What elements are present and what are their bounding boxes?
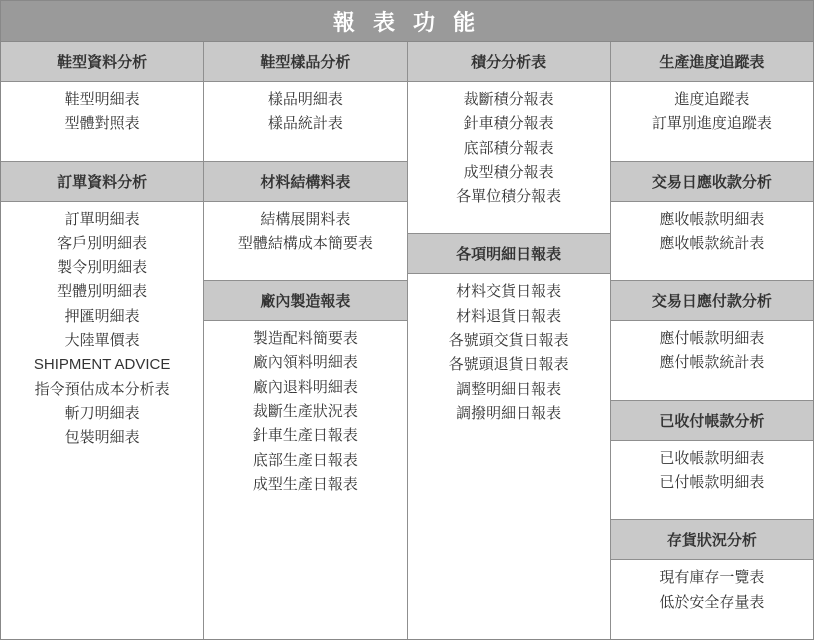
- column-spacer: [611, 621, 813, 639]
- report-link[interactable]: 針車生產日報表: [252, 427, 358, 445]
- report-link[interactable]: 裁斷生產狀況表: [252, 403, 358, 421]
- group-header: 各項明細日報表: [408, 233, 610, 274]
- report-link[interactable]: 鞋型明細表: [64, 91, 140, 108]
- report-link[interactable]: 樣品統計表: [267, 115, 343, 133]
- column-1: [1, 42, 204, 639]
- column-spacer: [1, 457, 203, 639]
- group-items: [204, 202, 406, 263]
- window-title: 報 表 功 能: [1, 1, 813, 42]
- column-4: [611, 42, 813, 639]
- report-group: [408, 233, 610, 432]
- group-items: [611, 560, 813, 621]
- report-link[interactable]: 針車積分報表: [463, 115, 554, 133]
- group-gap: [611, 143, 813, 161]
- report-link[interactable]: 調撥明細日報表: [456, 404, 562, 422]
- report-link[interactable]: 訂單別進度追蹤表: [651, 115, 772, 133]
- report-group: [204, 42, 406, 143]
- report-link[interactable]: 樣品明細表: [267, 91, 343, 108]
- report-link[interactable]: 型體對照表: [64, 115, 140, 133]
- group-header: 鞋型樣品分析: [204, 42, 406, 82]
- group-gap: [611, 262, 813, 280]
- group-items: [408, 274, 610, 432]
- group-header: 存貨狀況分析: [611, 519, 813, 560]
- group-items: [611, 321, 813, 382]
- report-link[interactable]: 各號頭交貨日報表: [448, 332, 569, 350]
- group-gap: [1, 143, 203, 161]
- report-link[interactable]: 材料退貨日報表: [456, 307, 562, 325]
- report-link[interactable]: 客戶別明細表: [57, 234, 148, 252]
- report-group: [611, 519, 813, 621]
- report-link[interactable]: 裁斷積分報表: [463, 91, 554, 108]
- group-items: [1, 202, 203, 457]
- report-link[interactable]: 應付帳款明細表: [659, 330, 765, 348]
- report-link[interactable]: 大陸單價表: [64, 332, 140, 350]
- group-header: 交易日應收款分析: [611, 161, 813, 202]
- report-link[interactable]: 型體別明細表: [57, 283, 148, 301]
- group-header: 訂單資料分析: [1, 161, 203, 202]
- report-link[interactable]: 各單位積分報表: [456, 188, 562, 206]
- column-spacer: [204, 503, 406, 639]
- group-gap: [611, 382, 813, 400]
- column-spacer: [408, 432, 610, 639]
- report-group: [611, 42, 813, 143]
- column-2: [204, 42, 407, 639]
- report-group: [611, 161, 813, 263]
- group-items: [408, 82, 610, 215]
- group-header: 廠內製造報表: [204, 280, 406, 321]
- report-link[interactable]: 斬刀明細表: [64, 404, 140, 422]
- group-items: [611, 202, 813, 263]
- report-link[interactable]: 押匯明細表: [64, 307, 140, 325]
- report-group: [611, 400, 813, 502]
- report-link[interactable]: 製令別明細表: [57, 259, 148, 277]
- report-link[interactable]: 應收帳款明細表: [659, 210, 765, 228]
- group-header: 交易日應付款分析: [611, 280, 813, 321]
- report-link[interactable]: 低於安全存量表: [659, 593, 765, 611]
- column-3: [408, 42, 611, 639]
- report-group: [611, 280, 813, 382]
- group-header: 生產進度追蹤表: [611, 42, 813, 82]
- group-gap: [611, 501, 813, 519]
- report-link[interactable]: 成型生產日報表: [252, 475, 358, 493]
- report-group: [204, 280, 406, 503]
- group-items: [611, 82, 813, 143]
- report-link[interactable]: 結構展開料表: [260, 210, 351, 228]
- group-header: 積分分析表: [408, 42, 610, 82]
- group-items: [1, 82, 203, 143]
- group-items: [204, 321, 406, 503]
- group-items: [204, 82, 406, 143]
- report-link[interactable]: 廠內退料明細表: [252, 378, 358, 396]
- report-link[interactable]: 應收帳款統計表: [659, 234, 765, 252]
- report-link[interactable]: 包裝明細表: [64, 429, 140, 447]
- group-gap: [408, 215, 610, 233]
- group-items: [611, 441, 813, 502]
- report-group: [408, 42, 610, 215]
- report-link[interactable]: 各號頭退貨日報表: [448, 356, 569, 374]
- report-link[interactable]: 製造配料簡要表: [252, 330, 358, 348]
- report-link[interactable]: 廠內領料明細表: [252, 354, 358, 372]
- report-group: [204, 161, 406, 263]
- report-link[interactable]: 底部生產日報表: [252, 451, 358, 469]
- report-link[interactable]: 成型積分報表: [463, 163, 554, 181]
- report-columns: [1, 42, 813, 639]
- report-link[interactable]: 型體結構成本簡要表: [237, 234, 373, 252]
- report-link[interactable]: 已收帳款明細表: [659, 449, 765, 467]
- report-link[interactable]: 現有庫存一覽表: [659, 569, 765, 587]
- report-link[interactable]: 應付帳款統計表: [659, 354, 765, 372]
- report-link[interactable]: 進度追蹤表: [674, 91, 750, 108]
- group-header: 鞋型資料分析: [1, 42, 203, 82]
- report-link[interactable]: 指令預估成本分析表: [34, 380, 170, 398]
- report-link[interactable]: 材料交貨日報表: [456, 283, 562, 301]
- report-link[interactable]: 底部積分報表: [463, 139, 554, 157]
- group-header: 材料結構料表: [204, 161, 406, 202]
- report-group: [1, 42, 203, 143]
- group-gap: [204, 262, 406, 280]
- report-group: [1, 161, 203, 457]
- report-link[interactable]: 已付帳款明細表: [659, 474, 765, 492]
- group-gap: [204, 143, 406, 161]
- group-header: 已收付帳款分析: [611, 400, 813, 441]
- report-link[interactable]: 調整明細日報表: [456, 380, 562, 398]
- report-link[interactable]: 訂單明細表: [64, 210, 140, 228]
- report-link[interactable]: SHIPMENT ADVICE: [33, 356, 171, 374]
